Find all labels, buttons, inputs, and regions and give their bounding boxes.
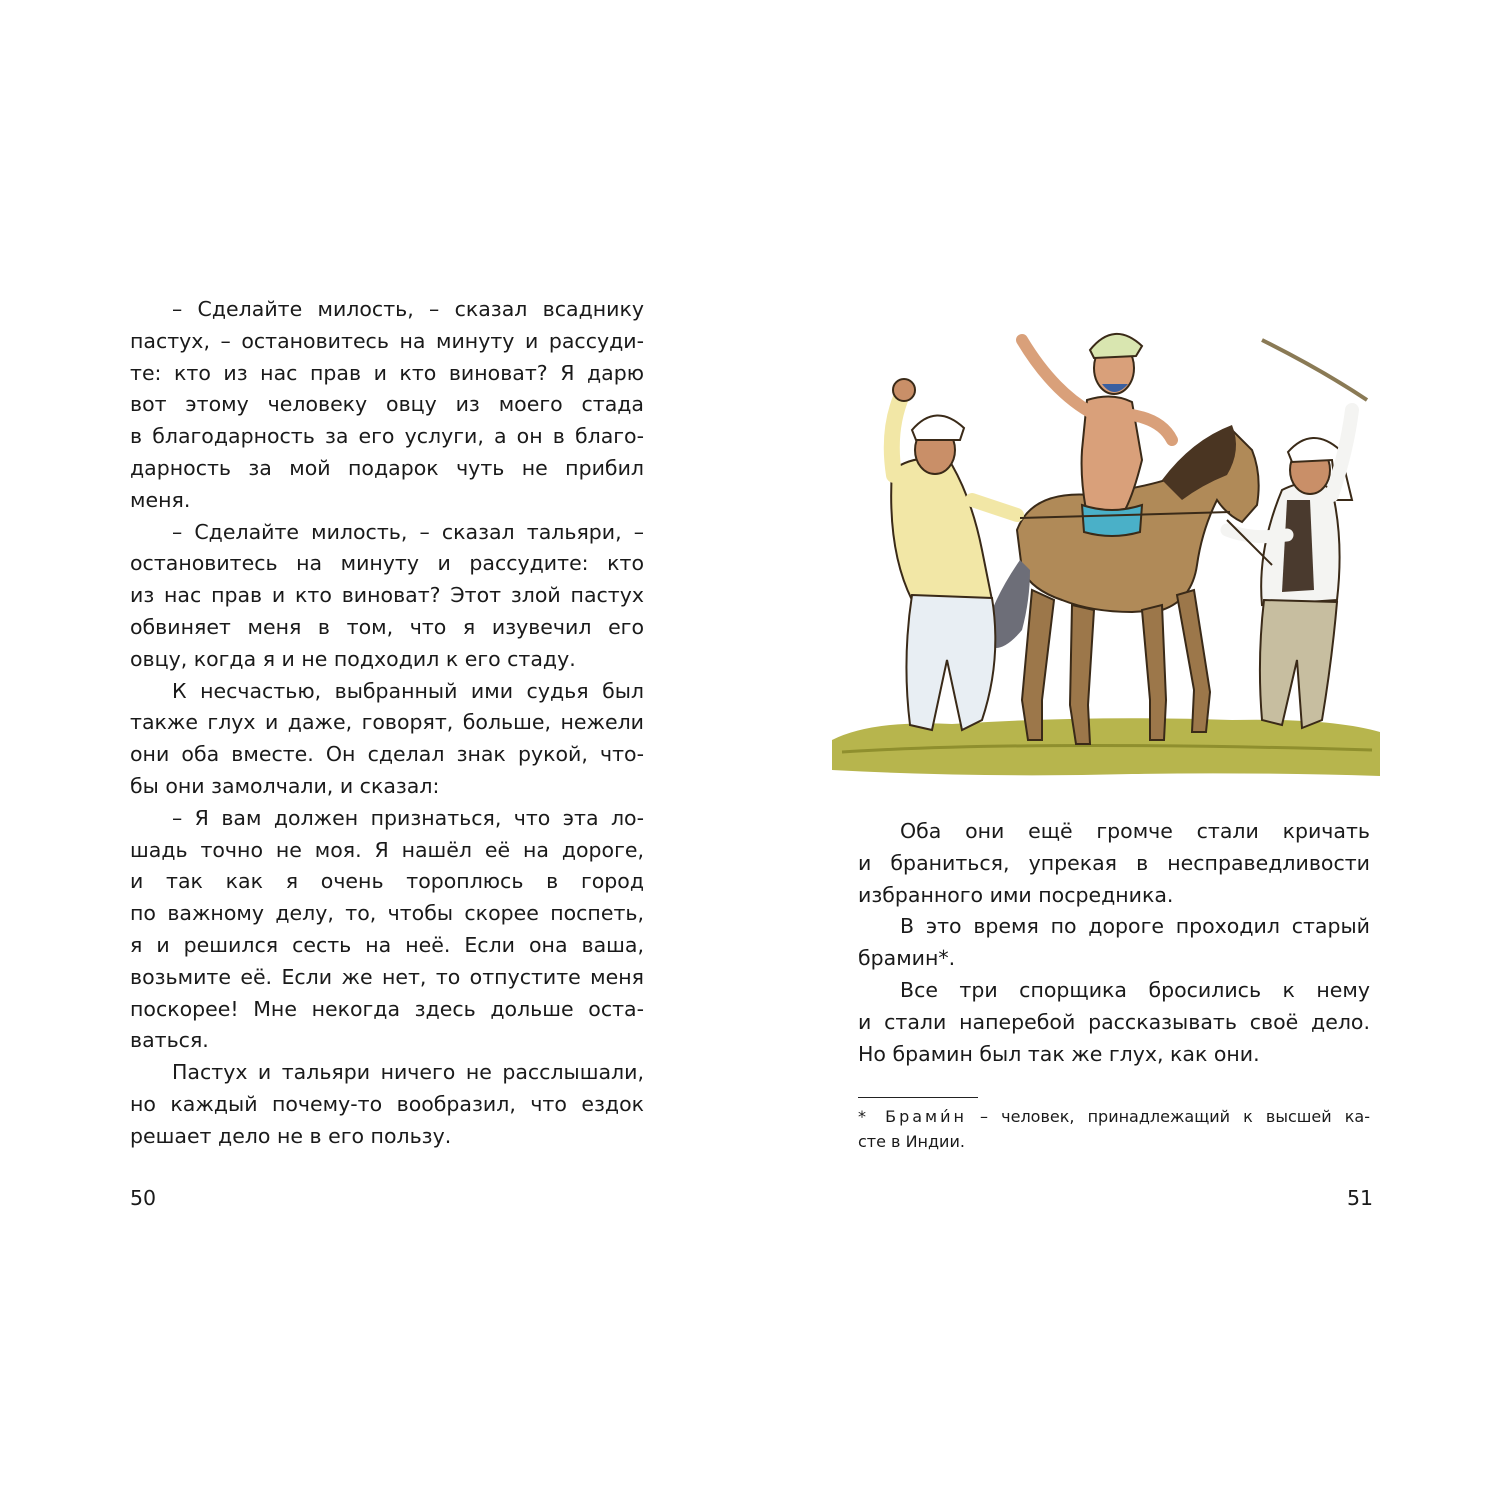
text-line: также глух и даже, говорят, больше, нежели xyxy=(130,710,644,735)
text-line: брамин*. xyxy=(858,946,956,971)
text-line: возьмите её. Если же нет, то отпустите меня xyxy=(130,964,644,989)
text-line: избранного ими посредника. xyxy=(858,882,1174,907)
footnote-definition: – человек, принадлежащий к высшей ка- xyxy=(966,1107,1371,1126)
text-line: бы они замолчали, и сказал: xyxy=(130,773,440,798)
right-page-text xyxy=(858,816,1370,1070)
text-line: решает дело не в его пользу. xyxy=(130,1123,452,1148)
text-line: из нас прав и кто виноват? Этот злой пастух xyxy=(130,583,644,608)
text-line: поскорее! Мне некогда здесь дольше оста- xyxy=(130,996,644,1021)
illustration xyxy=(832,300,1380,780)
text-line: по важному делу, то, чтобы скорее поспеть, xyxy=(130,901,644,926)
page-number-right: 51 xyxy=(1347,1186,1374,1210)
footnote-line xyxy=(858,1104,1370,1129)
text-line: те: кто из нас прав и кто виноват? Я дарю xyxy=(130,360,644,385)
text-line: Все три спорщика бросились к нему xyxy=(900,977,1370,1002)
left-page-text xyxy=(130,294,644,1153)
right-page xyxy=(750,0,1500,1500)
page-number-left: 50 xyxy=(130,1186,157,1210)
text-line: Но брамин был так же глух, как они. xyxy=(858,1041,1260,1066)
illustration-drawing xyxy=(832,300,1380,780)
text-line: Пастух и тальяри ничего не расслышали, xyxy=(172,1060,644,1085)
text-line: ваться. xyxy=(130,1028,209,1053)
text-line: остановитесь на минуту и рассудите: кто xyxy=(130,551,644,576)
text-line: вот этому человеку овцу из моего стада xyxy=(130,392,644,417)
text-line: и стали наперебой рассказывать своё дело. xyxy=(858,1009,1370,1034)
text-line: К несчастью, выбранный ими судья был xyxy=(172,678,644,703)
text-line: овцу, когда я и не подходил к его стаду. xyxy=(130,646,576,671)
footnote-term: * Брами́н xyxy=(858,1107,967,1126)
text-line: – Сделайте милость, – сказал всаднику xyxy=(172,297,644,321)
footnote-line: сте в Индии. xyxy=(858,1132,965,1151)
text-line: и так как я очень тороплюсь в город xyxy=(130,869,644,894)
text-line: В это время по дороге проходил старый xyxy=(900,914,1370,939)
text-line: обвиняет меня в том, что я изувечил его xyxy=(130,614,644,639)
text-line: в благодарность за его услуги, а он в благо- xyxy=(130,424,644,449)
footnote xyxy=(858,1104,1370,1154)
text-line: они оба вместе. Он сделал знак рукой, что- xyxy=(130,742,644,767)
text-line: но каждый почему-то вообразил, что ездок xyxy=(130,1091,644,1116)
text-line: шадь точно не моя. Я нашёл её на дороге, xyxy=(130,837,644,862)
text-line: пастух, – остановитесь на минуту и рассуди- xyxy=(130,328,644,353)
text-line: Оба они ещё громче стали кричать xyxy=(900,819,1370,843)
text-line: – Я вам должен признаться, что эта ло- xyxy=(172,805,644,830)
text-line: я и решился сесть на неё. Если она ваша, xyxy=(130,932,644,957)
footnote-divider xyxy=(858,1097,978,1098)
text-line: меня. xyxy=(130,487,191,512)
text-line: дарность за мой подарок чуть не прибил xyxy=(130,455,644,480)
text-line: – Сделайте милость, – сказал тальяри, – xyxy=(172,519,644,544)
text-line: и браниться, упрекая в несправедливости xyxy=(858,850,1370,875)
